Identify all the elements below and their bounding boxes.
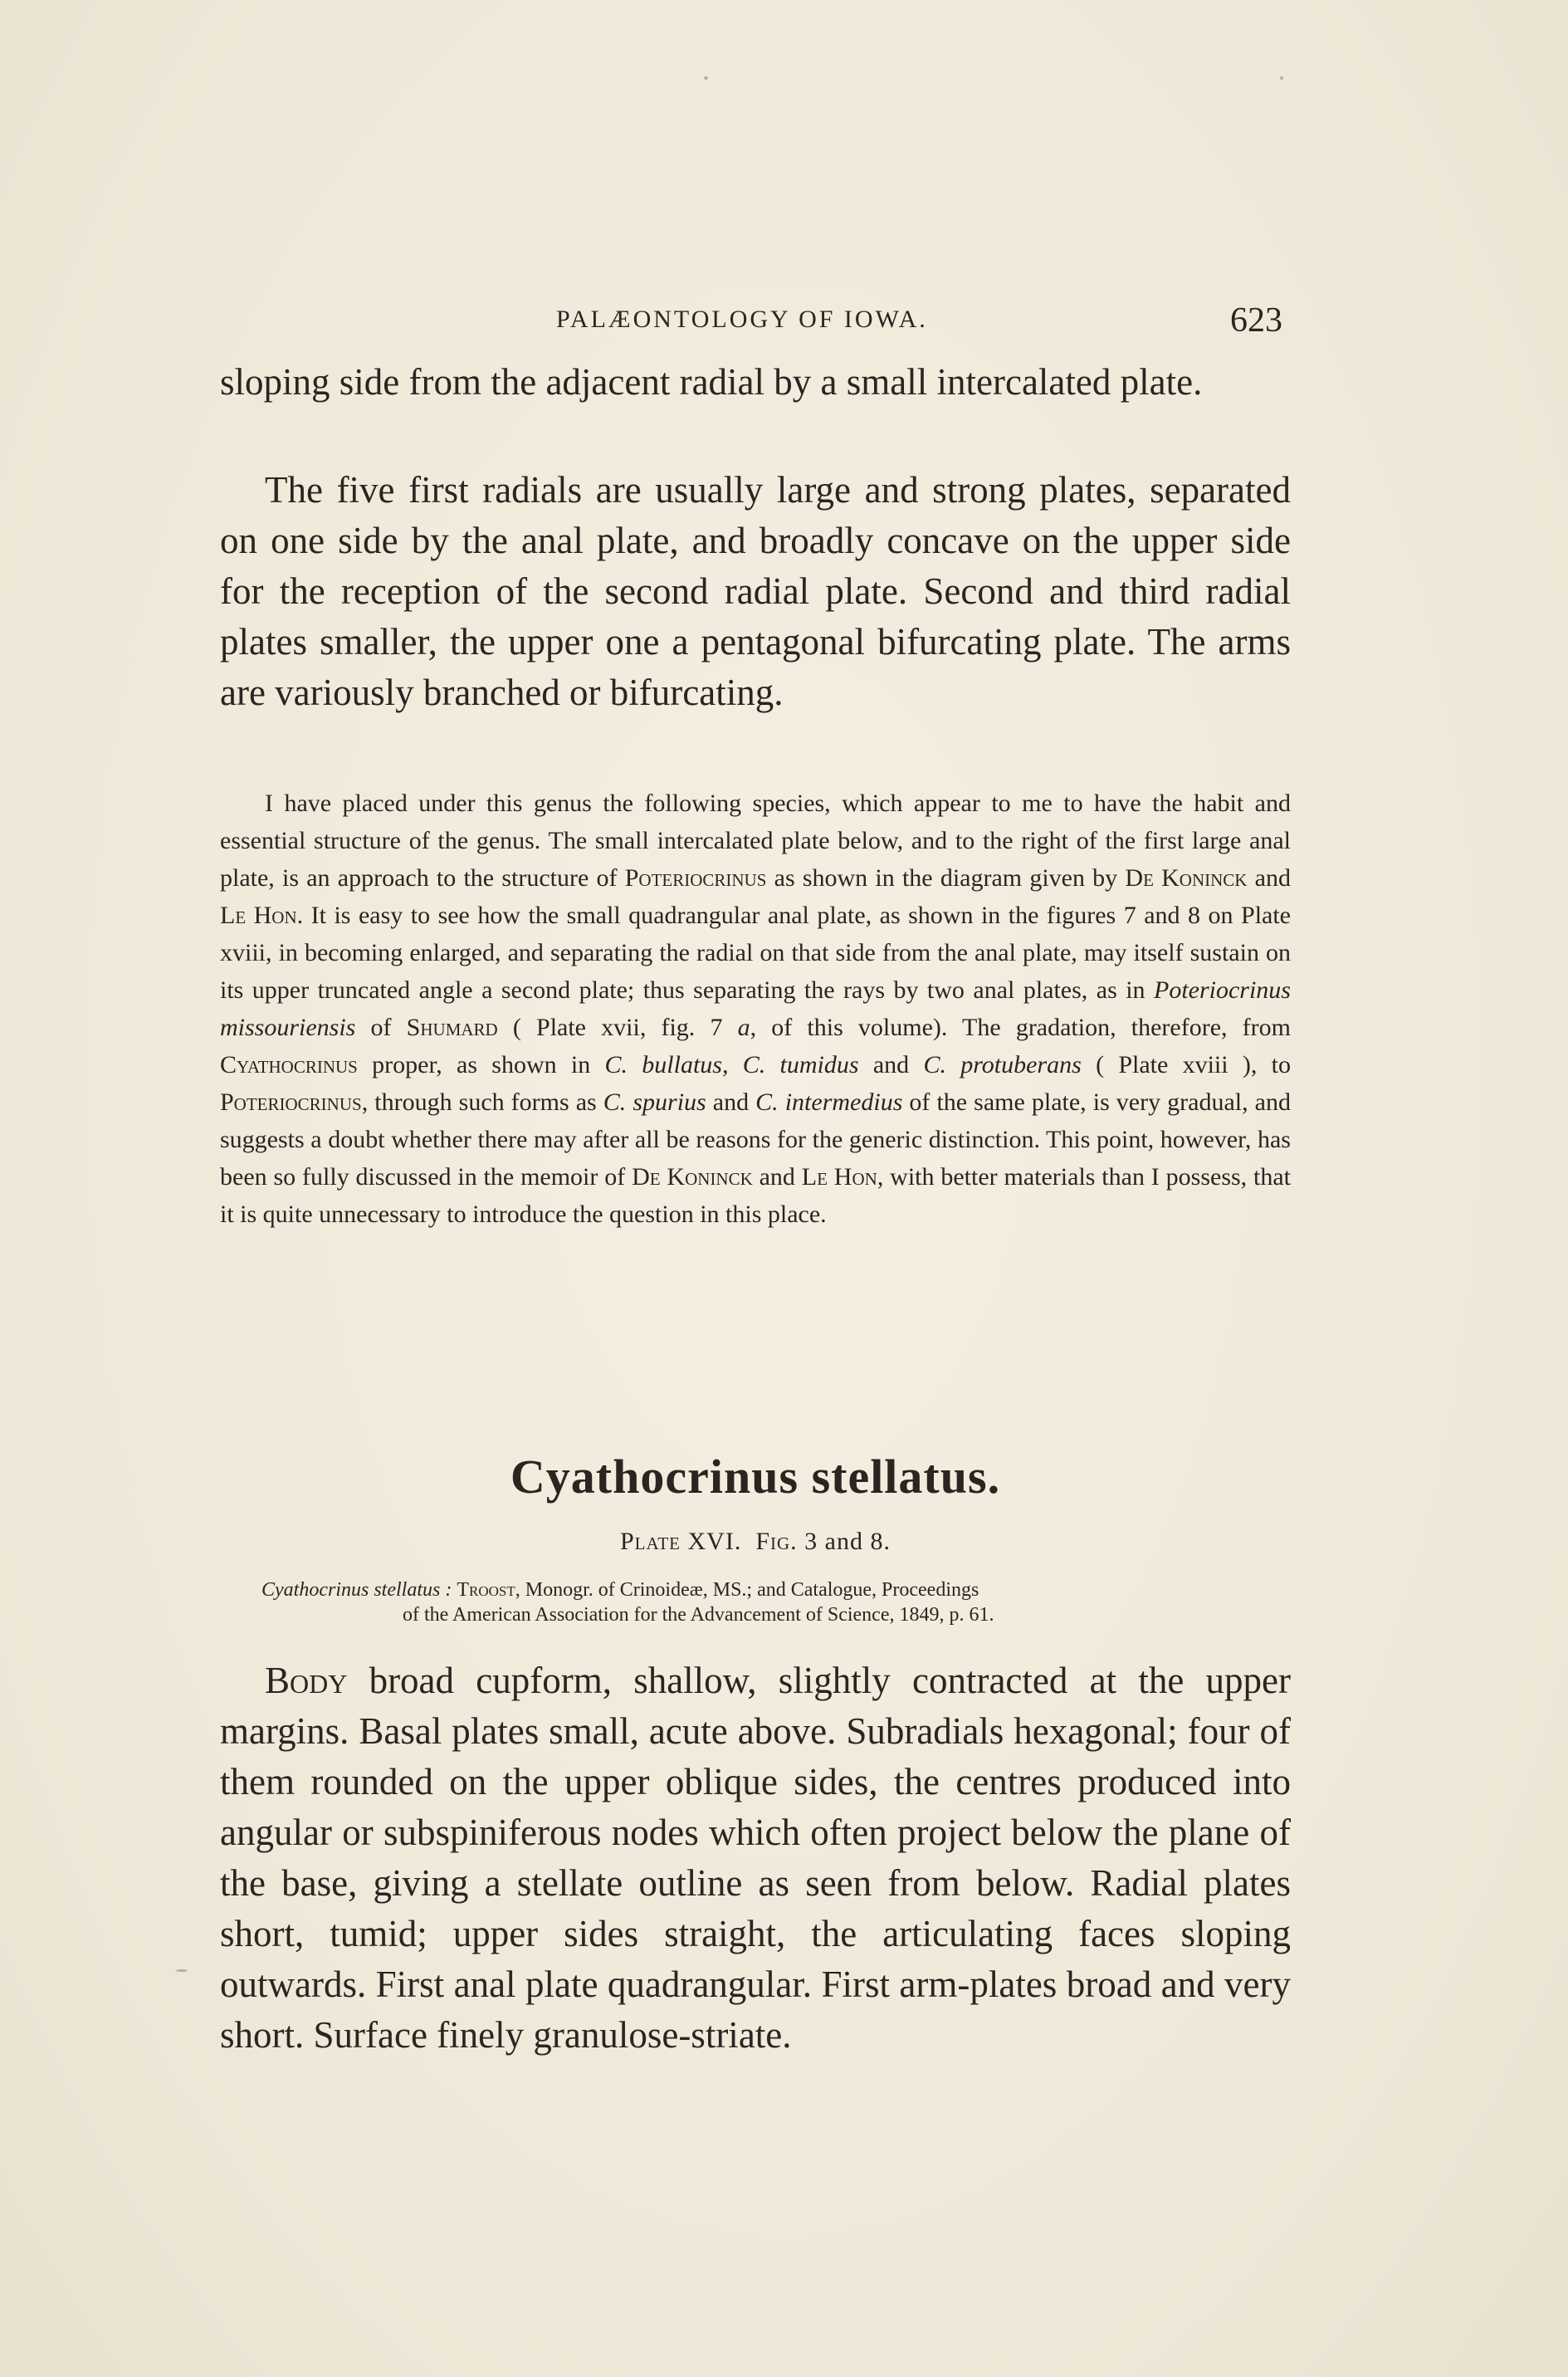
note-text: ( Plate xvii, fig. 7 — [497, 1014, 738, 1041]
author-name: De Koninck — [1125, 864, 1248, 892]
note-text — [728, 1051, 742, 1078]
species-description — [220, 1656, 1291, 2061]
species-name: C. spurius — [603, 1088, 706, 1116]
note-text: and — [706, 1088, 756, 1116]
species-name: C. tumidus — [742, 1051, 859, 1078]
synonymy-line — [261, 1577, 1291, 1602]
page-number: 623 — [1230, 301, 1282, 340]
paper-speck — [704, 76, 708, 80]
fig-numbers: 3 and 8. — [797, 1528, 891, 1555]
author-name: Shumard — [406, 1014, 498, 1041]
footnote-paragraph — [220, 785, 1291, 1233]
note-text: proper, as shown in — [357, 1051, 605, 1078]
synonymy-line: of the American Association for the Advancement of Science, 1849, p. 61. — [403, 1604, 994, 1626]
note-text: , with better materials than I possess, that it is quite unnecessary to introduce the question in this place. — [220, 1163, 1292, 1228]
citation-text: Monogr. of Crinoideæ, MS.; and Catalogue, Proceedings — [520, 1579, 979, 1601]
species-heading: Cyathocrinus stellatus. — [510, 1450, 1001, 1504]
running-head — [220, 301, 1291, 350]
genus-name: Poteriocrinus — [624, 864, 767, 892]
note-text: of the same plate, is very gradual, and suggests a doubt whether there may after all be reasons for the generic distinction. This point, however, has been so fully discussed in the memoir of — [220, 1088, 1291, 1191]
note-text: ( Plate xviii ), to — [1081, 1051, 1291, 1078]
author-name: Le Hon — [220, 902, 297, 929]
paper-speck — [176, 1969, 188, 1972]
species-name: C. intermedius — [755, 1088, 903, 1116]
species-name: C. protuberans — [923, 1051, 1082, 1078]
note-text: and — [752, 1163, 802, 1191]
plate-label: Plate — [619, 1528, 681, 1555]
paragraph-continuation: sloping side from the adjacent radial by a small intercalated plate. — [220, 361, 1203, 403]
paper-speck — [1280, 76, 1283, 80]
species-name: Poteriocrinus missouriensis — [220, 976, 1291, 1041]
species-name: C. bullatus, — [604, 1051, 729, 1078]
note-text: , through such forms as — [361, 1088, 603, 1116]
author-name: Le Hon — [801, 1163, 877, 1191]
author-name: Troost, — [457, 1579, 520, 1601]
note-text: of — [355, 1014, 407, 1041]
note-text: . It is easy to see how the small quadrangular anal plate, as shown in the figures 7 and 8 on Plate xviii, in becoming enlarged, and separating the radial on that side from the anal plate, may itself sustain on its upper truncated angle a second plate; thus separating the rays by two anal plates, as in — [220, 902, 1291, 1004]
note-text: , of this volume). The gradation, therefore, from — [750, 1014, 1291, 1041]
note-text: and — [1247, 864, 1291, 892]
running-title: PALÆONTOLOGY OF IOWA. — [556, 306, 928, 333]
description-text: broad cupform, shallow, slightly contracted at the upper margins. Basal plates small, acute above. Subradials hexagonal; four of them rounded on the upper oblique sides, the centres produced into angular or subspiniferous nodes which often project below the plane of the base, giving a stellate outline as seen from below. Radial plates short, tumid; upper sides straight, the articulating faces sloping outwards. First anal plate quadrangular. First arm-plates broad and very short. Surface finely granulose-striate. — [220, 1660, 1291, 2056]
note-text: I have placed under this genus the following species, which appear to me to have the habit and essential structure of the genus. The small intercalated plate below, and to the right of the first large anal plate, is an approach to the structure of — [220, 790, 1291, 892]
note-text: and — [858, 1051, 924, 1078]
plate-reference — [220, 1528, 1291, 1556]
synonym-name: Cyathocrinus stellatus : — [261, 1579, 452, 1601]
description-lead: Body — [265, 1660, 348, 1701]
plate-number: XVI. — [681, 1528, 742, 1555]
figure-letter: a — [737, 1014, 750, 1041]
paragraph-radials: The five first radials are usually large and strong plates, separated on one side by the anal plate, and broadly concave on the upper side for the reception of the second radial plate. Second and third radial plates smaller, the upper one a pentagonal bifurcating plate. The arms are variously branched or bifurcating. — [220, 469, 1291, 713]
note-text: as shown in the diagram given by — [766, 864, 1126, 892]
author-name: De Koninck — [632, 1163, 753, 1191]
genus-name: Cyathocrinus — [220, 1051, 358, 1078]
genus-name: Poteriocrinus — [220, 1088, 362, 1116]
fig-label: Fig. — [755, 1528, 798, 1555]
synonymy — [261, 1577, 1291, 1627]
